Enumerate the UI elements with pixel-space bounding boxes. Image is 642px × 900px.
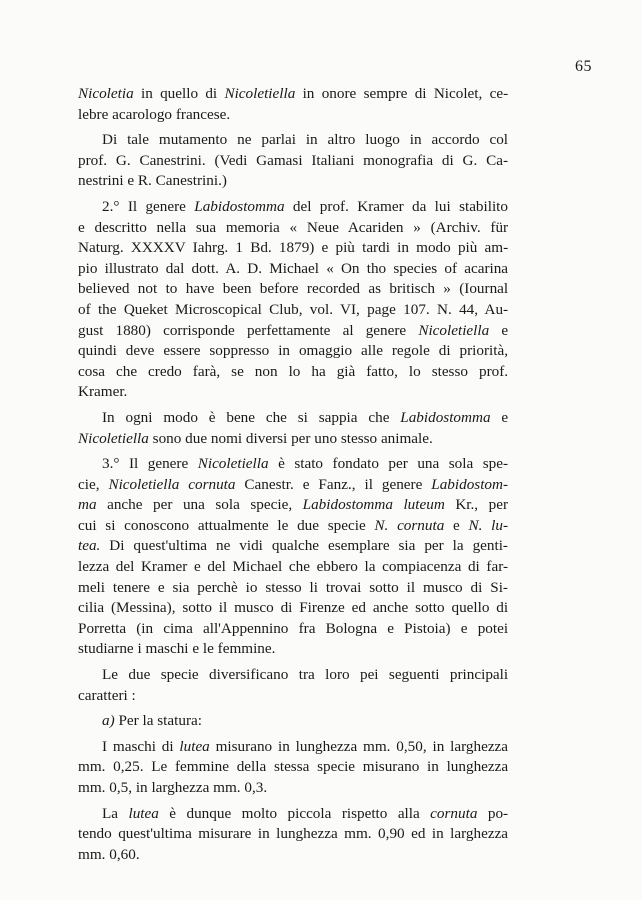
text-line: meli tenere e sia perchè io stesso li trovai sotto il musco di Si- <box>78 578 508 596</box>
text-line: tea. Di quest'ultima ne vidi qualche esemplare sia per la genti- <box>78 537 508 555</box>
text-line: Nicoletia in quello di Nicoletiella in onore sempre di Nicolet, ce- <box>78 85 509 102</box>
text-line: Porretta (in cima all'Appennino fra Bologna e Pistoia) e potei <box>78 619 509 637</box>
text-line: Kramer. <box>78 383 128 401</box>
text-line: cie, Nicoletiella cornuta Canestr. e Fanz., il genere Labidostom- <box>78 475 509 493</box>
text-line: caratteri : <box>78 686 136 704</box>
text-line: nestrini e R. Canestrini.) <box>78 172 227 190</box>
text-line: a) Per la statura: <box>102 712 202 730</box>
text-line: studiarne i maschi e le femmine. <box>78 640 276 658</box>
text-line: e descritto nella sua memoria « Neue Acariden » (Archiv. für <box>78 218 509 236</box>
text-line: lebre acarologo francese. <box>78 105 231 123</box>
text-line: of the Queket Microscopical Club, vol. VI, page 107. N. 44, Au- <box>78 300 509 318</box>
text-line: believed not to have been before recorded as britisch » (Iournal <box>78 280 509 298</box>
text-line: gust 1880) corrisponde perfettamente al genere Nicoletiella e <box>78 321 509 339</box>
text-line: 3.° Il genere Nicoletiella è stato fondato per una sola spe- <box>102 455 509 473</box>
text-line: Nicoletiella sono due nomi diversi per uno stesso animale. <box>78 429 433 447</box>
text-line: quindi deve essere soppresso in omaggio alle regole di priorità, <box>78 342 508 360</box>
text-line: La lutea è dunque molto piccola rispetto alla cornuta po- <box>102 804 509 822</box>
text-line: tendo quest'ultima misurare in lunghezza mm. 0,90 ed in larghezza <box>78 825 509 843</box>
text-line: lezza del Kramer e del Michael che ebbero la compiacenza di far- <box>78 558 508 576</box>
page-number: 65 <box>575 58 592 75</box>
text-line: ma anche per una sola specie, Labidostomma luteum Kr., per <box>78 496 509 514</box>
body-text <box>78 84 508 870</box>
text-line: In ogni modo è bene che si sappia che Labidostomma e <box>102 408 509 426</box>
text-line: 2.° Il genere Labidostomma del prof. Kramer da lui stabilito <box>102 197 508 215</box>
text-line: cilia (Messina), sotto il musco di Firenze ed anche sotto quello di <box>78 599 509 617</box>
text-line: cosa che credo farà, se non lo ha già fatto, lo stesso prof. <box>78 362 509 380</box>
text-line: cui si conoscono attualmente le due specie N. cornuta e N. lu- <box>78 516 509 534</box>
text-line: mm. 0,60. <box>78 845 140 863</box>
text-line: mm. 0,5, in larghezza mm. 0,3. <box>78 779 268 796</box>
text-line: pio illustrato dal dott. A. D. Michael « On tho species of acarina <box>78 259 509 277</box>
text-line: prof. G. Canestrini. (Vedi Gamasi Italiani monografia di G. Ca- <box>78 151 509 169</box>
text-line: Di tale mutamento ne parlai in altro luogo in accordo col <box>102 131 509 149</box>
text-line: mm. 0,25. Le femmine della stessa specie misurano in lunghezza <box>78 758 509 776</box>
text-line: Naturg. XXXXV Iahrg. 1 Bd. 1879) e più tardi in modo più am- <box>78 239 509 257</box>
text-line: Le due specie diversificano tra loro pei seguenti principali <box>102 666 509 684</box>
text-line: I maschi di lutea misurano in lunghezza mm. 0,50, in larghezza <box>102 737 509 755</box>
